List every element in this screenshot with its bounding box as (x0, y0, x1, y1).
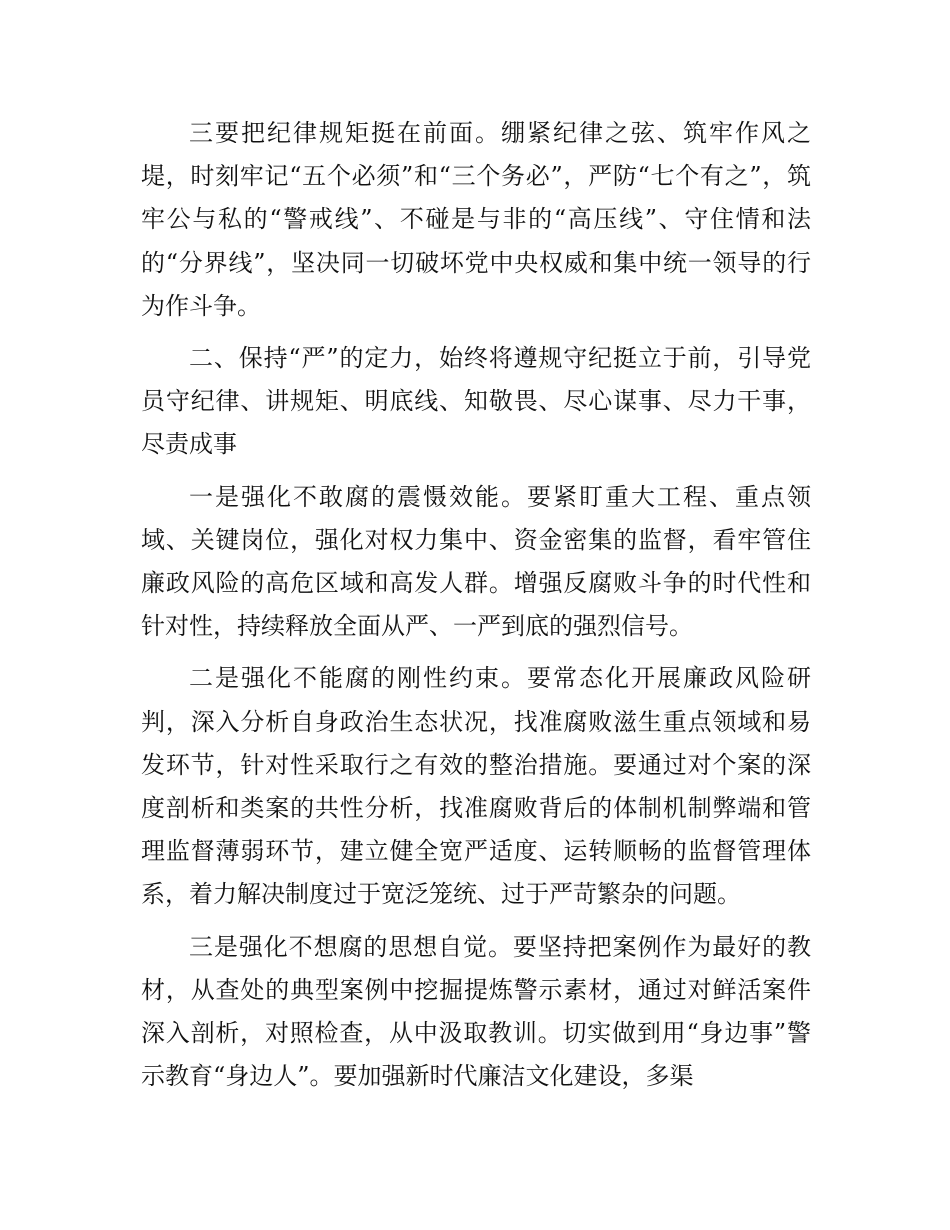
paragraph-ideological-awareness: 三是强化不想腐的思想自觉。要坚持把案例作为最好的教材，从查处的典型案例中挖掘提炼警示素材，通过对鲜活案件深入剖析，对照检查，从中汲取教训。切实做到用“身边事”警示教育“身边人”。要加强新时代廉洁文化建设，多渠 (141, 932, 811, 1091)
paragraph-rigid-constraint: 二是强化不能腐的刚性约束。要常态化开展廉政风险研判，深入分析自身政治生态状况，找准腐败滋生重点领域和易发环节，针对性采取行之有效的整治措施。要通过对个案的深度剖析和类案的共性分析，找准腐败背后的体制机制弊端和管理监督薄弱环节，建立健全宽严适度、运转顺畅的监督管理体系，着力解决制度过于宽泛笼统、过于严苛繁杂的问题。 (141, 664, 811, 909)
document-body (141, 112, 811, 1107)
section-heading-strict-resolve: 二、保持“严”的定力，始终将遵规守纪挺立于前，引导党员守纪律、讲规矩、明底线、知敬畏、尽心谋事、尽力干事，尽责成事 (141, 344, 811, 459)
paragraph-discipline-rules: 三要把纪律规矩挺在前面。绷紧纪律之弦、筑牢作风之堤，时刻牢记“五个必须”和“三个务必”，严防“七个有之”，筑牢公与私的“警戒线”、不碰是与非的“高压线”、守住情和法的“分界线”，坚决同一切破坏党中央权威和集中统一领导的行为作斗争。 (141, 119, 811, 320)
paragraph-deterrence: 一是强化不敢腐的震慑效能。要紧盯重大工程、重点领域、关键岗位，强化对权力集中、资金密集的监督，看牢管住廉政风险的高危区域和高发人群。增强反腐败斗争的时代性和针对性，持续释放全面从严、一严到底的强烈信号。 (141, 482, 811, 641)
